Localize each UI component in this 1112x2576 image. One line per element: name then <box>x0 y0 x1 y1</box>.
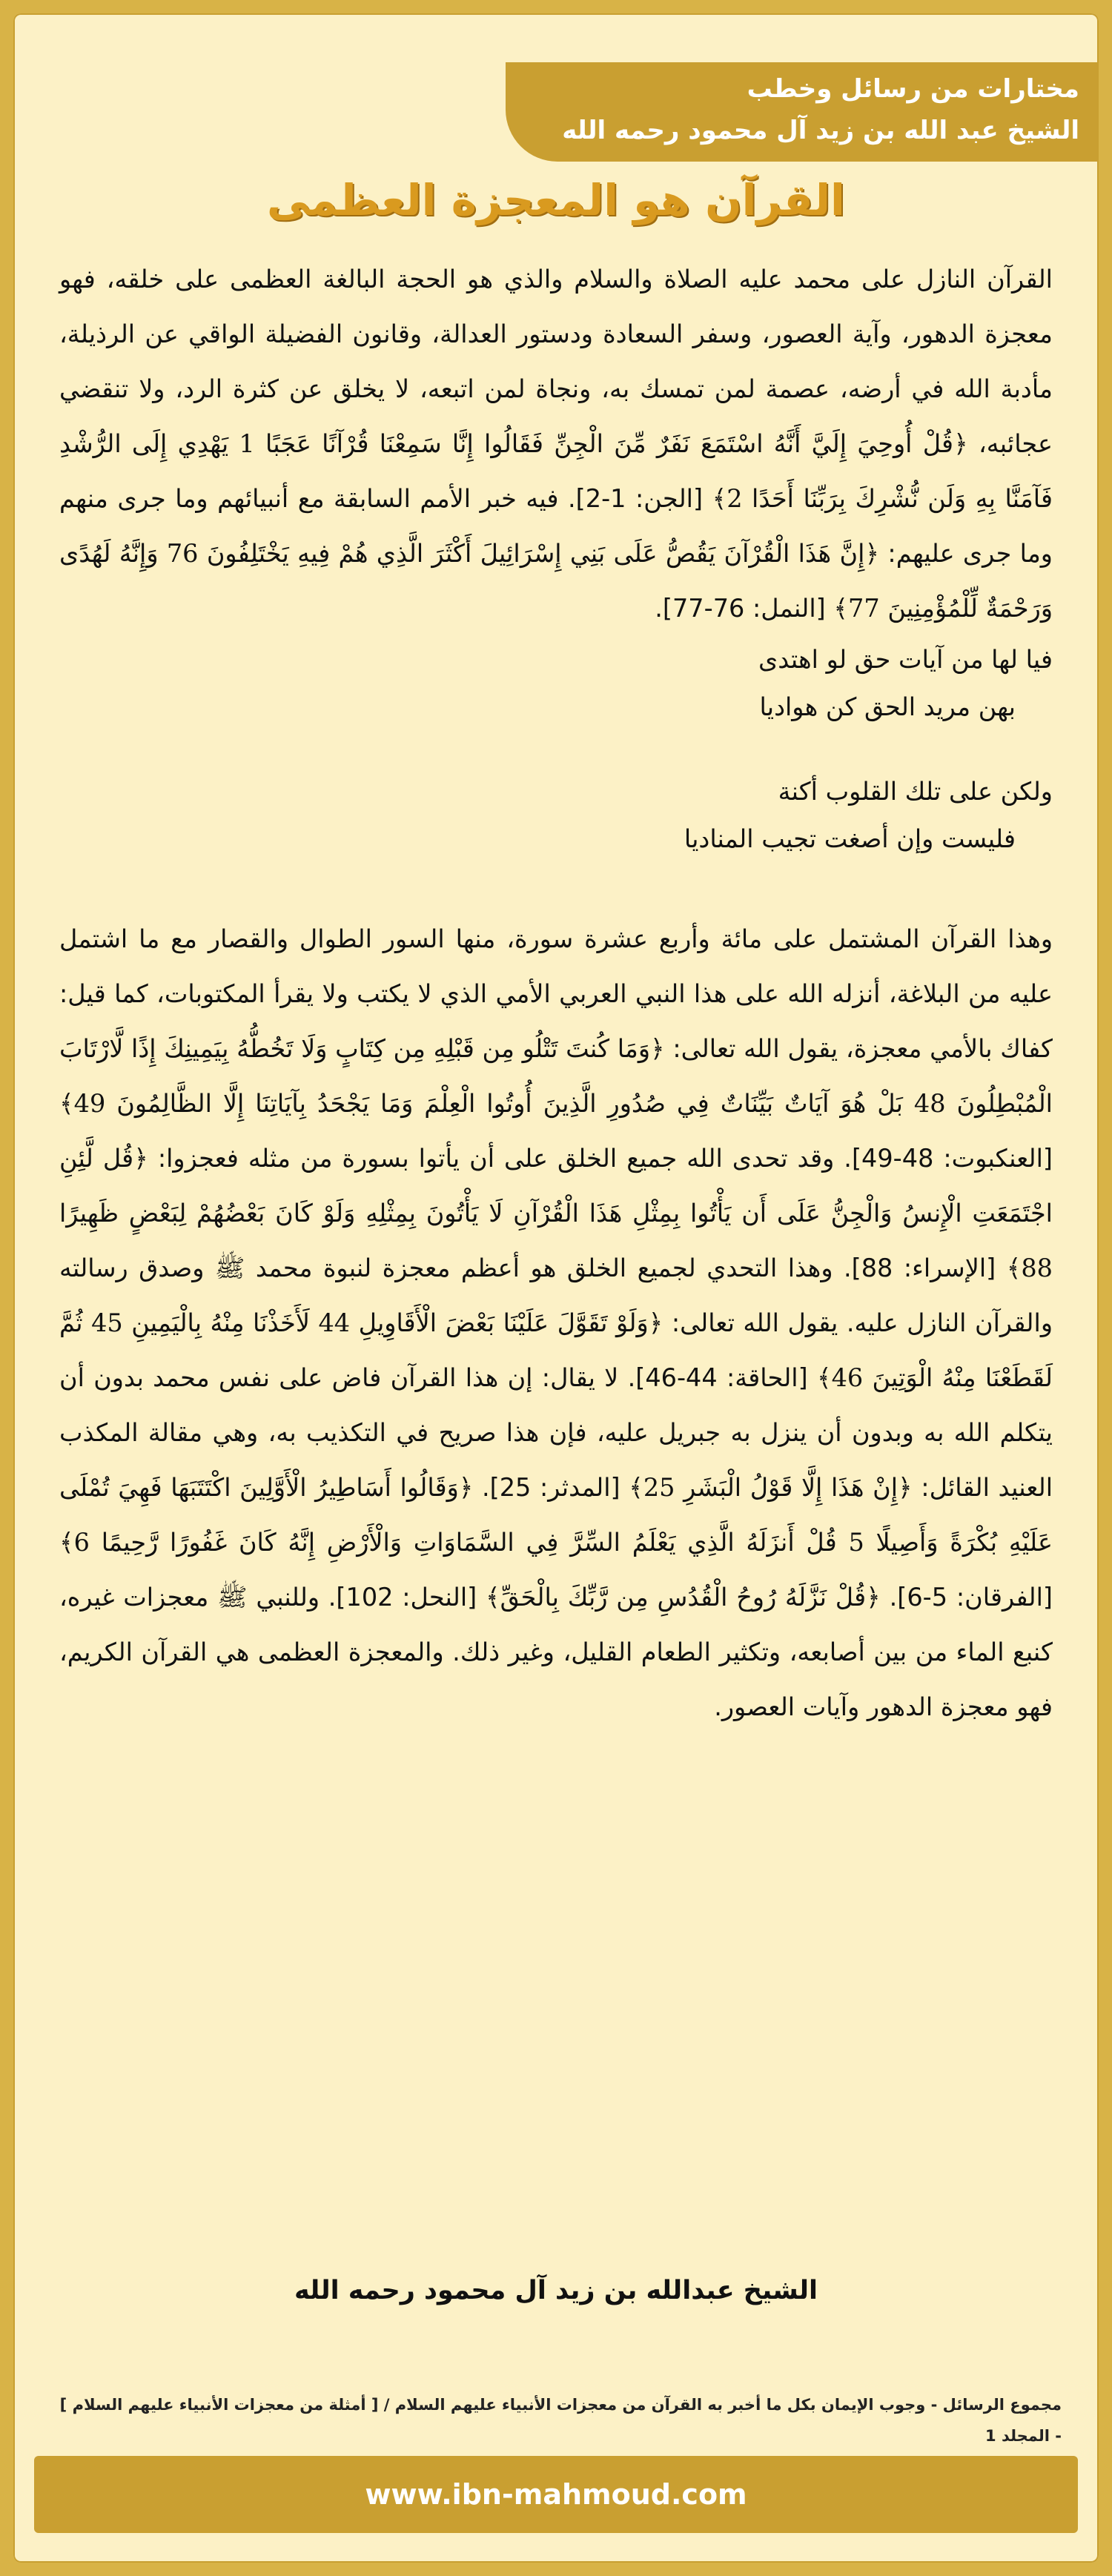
page-title: القرآن هو المعجزة العظمى <box>267 175 845 225</box>
poem-1-line-1: فيا لها من آيات حق لو اهتدى <box>758 645 1053 674</box>
website-link[interactable]: www.ibn-mahmoud.com <box>365 2478 747 2511</box>
quran-verse-4: ﴿قُل لَّئِنِ اجْتَمَعَتِ الْإِنسُ وَالْجِنُّ عَلَى أَن يَأْتُوا بِمِثْلِ هَذَا الْقُرْآنِ لَا يَأْتُونَ بِمِثْلِهِ وَلَوْ كَانَ بَعْضُهُمْ لِبَعْضٍ ظَهِيرًا 88﴾ <box>59 1144 1053 1282</box>
paragraph-1-text-c: [النمل: 76-77]. <box>655 594 826 623</box>
quran-verse-7: ﴿وَقَالُوا أَسَاطِيرُ الْأَوَّلِينَ اكْتَتَبَهَا فَهِيَ تُمْلَى عَلَيْهِ بُكْرَةً وَأَصِيلًا 5 قُلْ أَنزَلَهُ الَّذِي يَعْلَمُ السِّرَّ فِي السَّمَاوَاتِ وَالْأَرْضِ إِنَّهُ كَانَ غَفُورًا رَّحِيمًا 6﴾ <box>59 1473 1053 1557</box>
page <box>13 13 1099 2563</box>
quran-verse-6: ﴿إِنْ هَذَا إِلَّا قَوْلُ الْبَشَرِ 25﴾ <box>629 1473 913 1502</box>
paragraph-2-text: وهذا القرآن المشتمل على مائة وأربع عشرة سورة، منها السور الطوال والقصار مع ما اشتمل عليه من البلاغة، أنزله الله على هذا النبي العربي الأمي الذي لا يكتب ولا يقرأ المكتوبات، كما قيل: كفاك بالأمي معجزة، يقول الله تعالى: <box>59 924 1053 1063</box>
paragraph-2-text-f: [الفرقان: 5-6]. <box>889 1583 1053 1612</box>
author-signature: الشيخ عبدالله بن زيد آل محمود رحمه الله <box>294 2276 818 2305</box>
source-citation: مجموع الرسائل - وجوب الإيمان بكل ما أخبر به القرآن من معجزات الأنبياء عليهم السلام / [ أمثلة من معجزات الأنبياء عليهم السلام ] - المجلد 1 <box>59 2396 1062 2445</box>
paragraph-2-text-e: [المدثر: 25]. <box>482 1473 620 1502</box>
header-band <box>506 62 1099 162</box>
poem-2-line-1: ولكن على تلك القلوب أكنة <box>778 777 1053 806</box>
footer-bar <box>34 2456 1078 2533</box>
poem-2 <box>59 768 1053 863</box>
spacer <box>59 863 1053 912</box>
paragraph-2 <box>59 912 1053 1735</box>
quran-verse-3: ﴿وَمَا كُنتَ تَتْلُو مِن قَبْلِهِ مِن كِتَابٍ وَلَا تَخُطُّهُ بِيَمِينِكَ إِذًا لَّارْتَابَ الْمُبْطِلُونَ 48 بَلْ هُوَ آيَاتٌ بَيِّنَاتٌ فِي صُدُورِ الَّذِينَ أُوتُوا الْعِلْمَ وَمَا يَجْحَدُ بِآيَاتِنَا إِلَّا الظَّالِمُونَ 49﴾ <box>59 1034 1053 1118</box>
paragraph-1-text-b: [الجن: 1-2]. فيه خبر الأمم السابقة مع أنبيائهم وما جرى منهم وما جرى عليهم: <box>59 484 1053 568</box>
poem-1 <box>59 636 1053 731</box>
quran-verse-1: ﴿قُلْ أُوحِيَ إِلَيَّ أَنَّهُ اسْتَمَعَ نَفَرٌ مِّنَ الْجِنِّ فَقَالُوا إِنَّا سَمِعْنَا قُرْآنًا عَجَبًا 1 يَهْدِي إِلَى الرُّشْدِ فَآمَنَّا بِهِ وَلَن نُّشْرِكَ بِرَبِّنَا أَحَدًا 2﴾ <box>59 429 1053 513</box>
header-line-1: مختارات من رسائل وخطب <box>747 74 1079 104</box>
poem-2-line-2: فليست وإن أصغت تجيب المناديا <box>684 824 1016 853</box>
quran-verse-8: ﴿قُلْ نَزَّلَهُ رُوحُ الْقُدُسِ مِن رَّبِّكَ بِالْحَقِّ﴾ <box>486 1583 881 1612</box>
header-line-2: الشيخ عبد الله بن زيد آل محمود رحمه الله <box>562 116 1079 145</box>
paragraph-2-text-c: [الإسراء: 88]. وهذا التحدي لجميع الخلق هو أعظم معجزة لنبوة محمد ﷺ وصدق رسالته والقرآن النازل عليه. يقول الله تعالى: <box>59 1254 1053 1337</box>
poem-1-line-2: بهن مريد الحق كن هواديا <box>759 692 1016 721</box>
paragraph-1-text: القرآن النازل على محمد عليه الصلاة والسلام والذي هو الحجة البالغة العظمى على خلقه، فهو معجزة الدهور، وآية العصور، وسفر السعادة ودستور العدالة، وقانون الفضيلة الواقي عن الرذيلة، مأدبة الله في أرضه، عصمة لمن تمسك به، ونجاة لمن اتبعه، لا يخلق عن كثرة الرد، ولا تنقضي عجائبه، <box>59 265 1053 458</box>
quran-verse-5: ﴿وَلَوْ تَقَوَّلَ عَلَيْنَا بَعْضَ الْأَقَاوِيلِ 44 لَأَخَذْنَا مِنْهُ بِالْيَمِينِ 45 ثُمَّ لَقَطَعْنَا مِنْهُ الْوَتِينَ 46﴾ <box>59 1308 1053 1392</box>
paragraph-1 <box>59 252 1053 636</box>
paragraph-2-text-g: [النحل: 102]. وللنبي ﷺ معجزات غيره، كنبع الماء من بين أصابعه، وتكثير الطعام القليل، وغير ذلك. والمعجزة العظمى هي القرآن الكريم، فهو معجزة الدهور وآيات العصور. <box>59 1583 1053 1721</box>
paragraph-2-text-b: [العنكبوت: 48-49]. وقد تحدى الله جميع الخلق على أن يأتوا بسورة من مثله فعجزوا: <box>157 1144 1053 1173</box>
quran-verse-2: ﴿إِنَّ هَذَا الْقُرْآنَ يَقُصُّ عَلَى بَنِي إِسْرَائِيلَ أَكْثَرَ الَّذِي هُمْ فِيهِ يَخْتَلِفُونَ 76 وَإِنَّهُ لَهُدًى وَرَحْمَةٌ لِّلْمُؤْمِنِينَ 77﴾ <box>59 539 1053 623</box>
spacer <box>59 731 1053 768</box>
article-body <box>59 252 1053 1735</box>
paragraph-2-text-d: [الحاقة: 44-46]. لا يقال: إن هذا القرآن فاض على نفس محمد بدون أن يتكلم الله به وبدون أن ينزل به جبريل عليه، فإن هذا صريح في التكذيب به، وهي مقالة المكذب العنيد القائل: <box>59 1363 1053 1502</box>
